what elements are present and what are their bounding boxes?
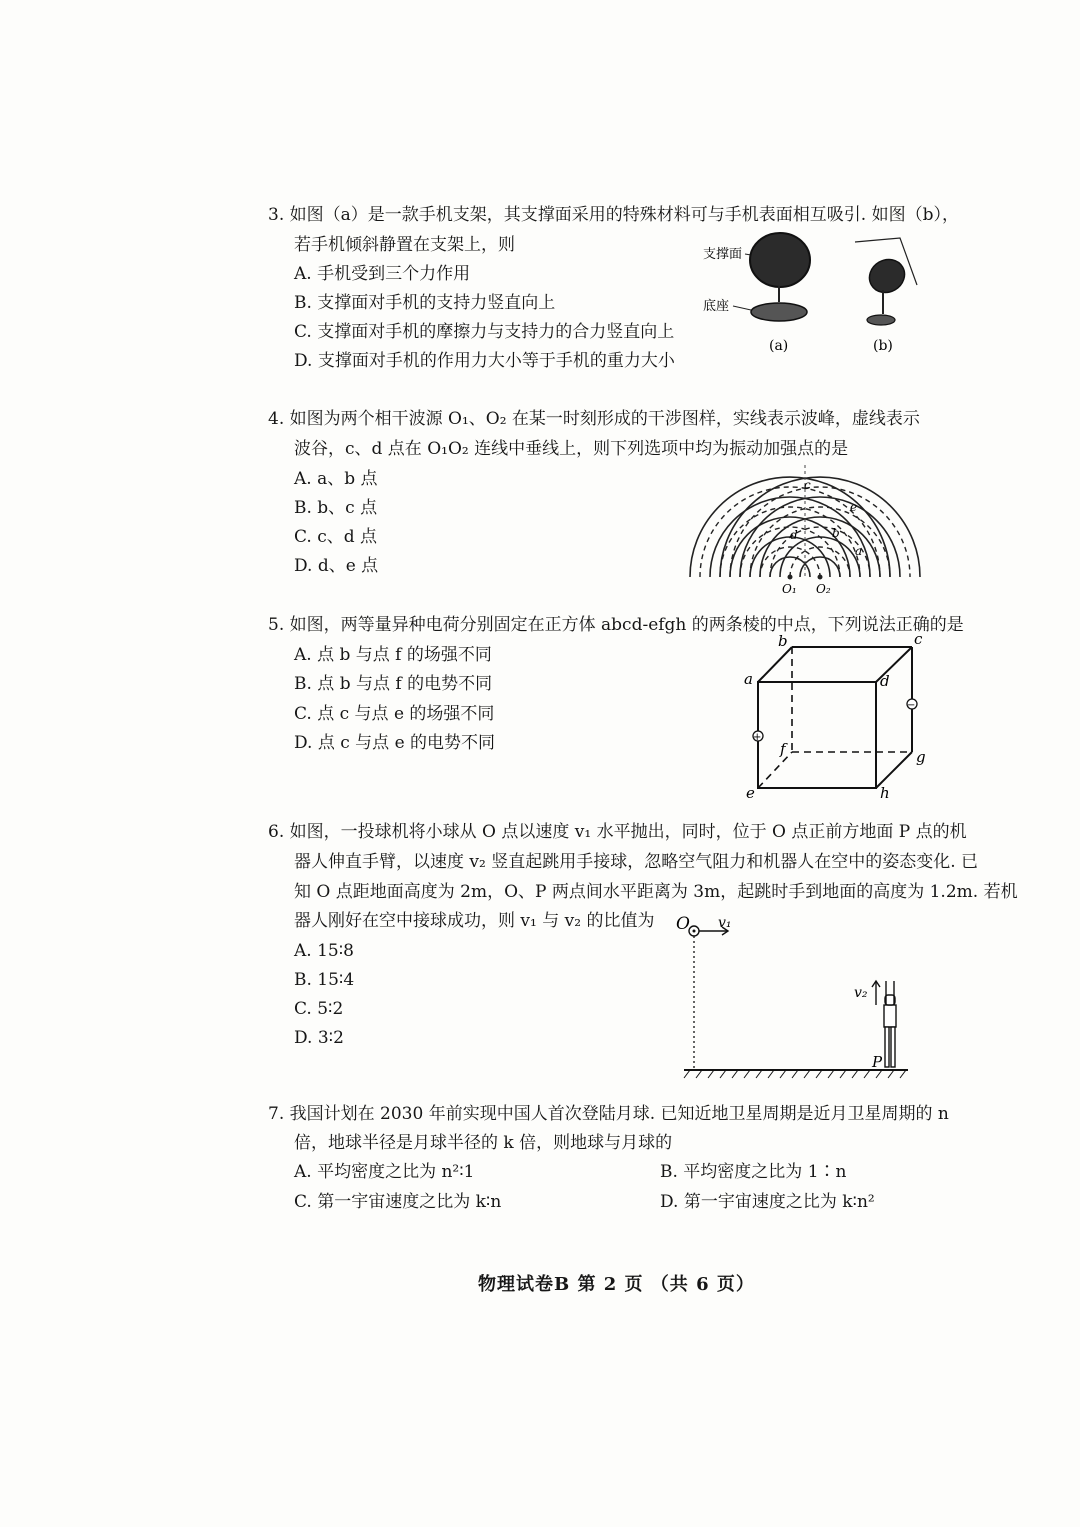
q4-label-c: c <box>804 478 811 492</box>
q4-stem-line1: 4. 如图为两个相干波源 O₁、O₂ 在某一时刻形成的干涉图样，实线表示波峰，虚线表示 <box>268 409 920 429</box>
q7-option-c: C. 第一宇宙速度之比为 k∶n <box>294 1192 502 1212</box>
q6-option-c: C. 5∶2 <box>294 999 344 1019</box>
q4-label-o1: O₁ <box>782 582 797 596</box>
q4-label-e: e <box>850 500 858 514</box>
q5-option-b: B. 点 b 与点 f 的电势不同 <box>294 674 493 694</box>
q4-label-o2: O₂ <box>816 582 831 596</box>
q3-stem-line2: 若手机倾斜静置在支架上，则 <box>294 235 515 255</box>
q3-base <box>751 303 807 321</box>
q3-option-c: C. 支撑面对手机的摩擦力与支持力的合力竖直向上 <box>294 322 675 342</box>
q5-label-c: c <box>914 632 923 648</box>
q5-stem-line1: 5. 如图，两等量异种电荷分别固定在正方体 abcd-efgh 的两条棱的中点，下列说法正确的是 <box>268 615 964 635</box>
q5-option-d: D. 点 c 与点 e 的电势不同 <box>294 733 496 753</box>
q3-surface-disc <box>750 233 810 287</box>
q5-minus-charge: − <box>907 700 916 711</box>
q3-option-d: D. 支撑面对手机的作用力大小等于手机的重力大小 <box>294 351 675 371</box>
q4-option-a: A. a、b 点 <box>294 469 378 489</box>
q5-label-a: a <box>744 670 753 688</box>
q4-label-a: a <box>855 544 863 558</box>
q3-stem-line1: 3. 如图（a）是一款手机支架，其支撑面采用的特殊材料可与手机表面相互吸引. 如图（b）， <box>268 205 959 225</box>
q5-label-d: d <box>880 672 890 690</box>
q3-caption-b: (b) <box>873 338 893 354</box>
q5-label-f: f <box>780 740 786 758</box>
q6-option-a: A. 15∶8 <box>294 941 354 961</box>
q5-option-c: C. 点 c 与点 e 的场强不同 <box>294 704 495 724</box>
q6-option-b: B. 15∶4 <box>294 970 355 990</box>
q6-stem-line3: 知 O 点距地面高度为 2m，O、P 两点间水平距离为 3m，起跳时手到地面的高度为 1.2m. 若机 <box>294 882 1018 902</box>
q5-label-h: h <box>880 784 890 802</box>
page-footer: 物理试卷B 第 2 页 （共 6 页） <box>478 1274 755 1295</box>
q4-label-d: d <box>790 528 798 542</box>
q6-option-d: D. 3∶2 <box>294 1028 344 1048</box>
q4-option-b: B. b、c 点 <box>294 498 378 518</box>
q3-option-b: B. 支撑面对手机的支持力竖直向上 <box>294 293 556 313</box>
q6-projectile-figure <box>670 905 920 1085</box>
q6-label-o: O <box>676 914 690 934</box>
q6-stem-line4: 器人刚好在空中接球成功，则 v₁ 与 v₂ 的比值为 <box>294 911 655 931</box>
q6-robot <box>884 981 896 1067</box>
q3-label-base: 底座 <box>703 299 730 314</box>
q7-stem-line1: 7. 我国计划在 2030 年前实现中国人首次登陆月球. 已知近地卫星周期是近月卫星周期的 n <box>268 1104 949 1124</box>
q7-option-d: D. 第一宇宙速度之比为 k∶n² <box>660 1192 875 1212</box>
q4-option-c: C. c、d 点 <box>294 527 378 547</box>
q4-stem-line2: 波谷，c、d 点在 O₁O₂ 连线中垂线上，则下列选项中均为振动加强点的是 <box>294 439 849 459</box>
q6-stem-line2: 器人伸直手臂，以速度 v₂ 竖直起跳用手接球，忽略空气阻力和机器人在空中的姿态变化. 已 <box>294 852 979 872</box>
q4-interference-figure <box>680 465 940 605</box>
q5-label-b: b <box>778 632 788 650</box>
q5-plus-charge: + <box>753 732 762 743</box>
q4-option-d: D. d、e 点 <box>294 556 379 576</box>
q6-stem-line1: 6. 如图，一投球机将小球从 O 点以速度 v₁ 水平抛出，同时，位于 O 点正前方地面 P 点的机 <box>268 822 967 842</box>
q3-phone-holder-figure <box>695 230 935 365</box>
q3-surface-tilted <box>863 253 910 299</box>
q5-cube-figure <box>740 632 930 807</box>
q6-label-v1: v₁ <box>718 915 732 931</box>
q3-label-surface: 支撑面 <box>703 247 743 262</box>
q3-caption-a: (a) <box>769 338 789 354</box>
q3-option-a: A. 手机受到三个力作用 <box>294 264 471 284</box>
q7-option-b: B. 平均密度之比为 1∶n <box>660 1162 847 1182</box>
q7-option-a: A. 平均密度之比为 n²∶1 <box>294 1162 475 1182</box>
q4-label-b: b <box>832 526 840 540</box>
q6-label-v2: v₂ <box>854 985 868 1001</box>
q5-option-a: A. 点 b 与点 f 的场强不同 <box>294 645 492 665</box>
q5-label-g: g <box>916 748 926 766</box>
q5-label-e: e <box>746 784 755 802</box>
q7-stem-line2: 倍，地球半径是月球半径的 k 倍，则地球与月球的 <box>294 1133 673 1153</box>
q6-label-p: P <box>872 1053 883 1071</box>
